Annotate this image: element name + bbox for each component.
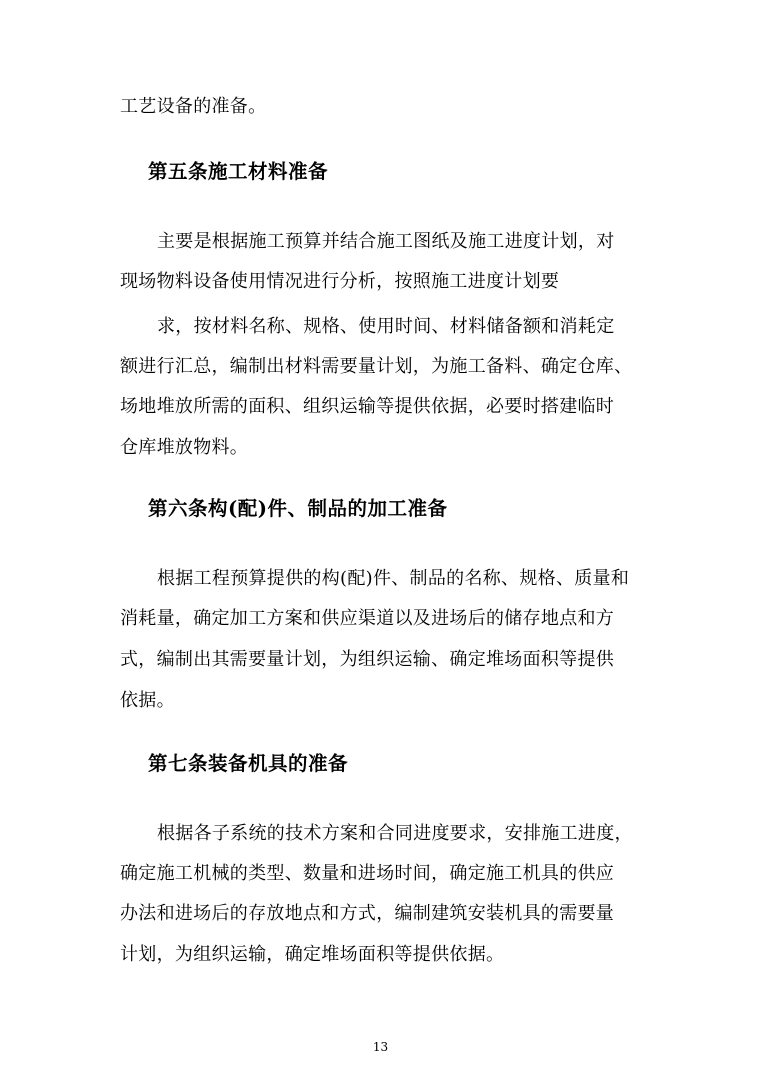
paragraph-line: 现场物料设备使用情况进行分析，按照施工进度计划要	[120, 271, 560, 292]
paragraph-line: 根据工程预算提供的构(配)件、制品的名称、规格、质量和	[157, 568, 630, 589]
paragraph-line: 计划，为组织运输，确定堆场面积等提供依据。	[120, 944, 505, 965]
paragraph-line: 式，编制出其需要量计划，为组织运输、确定堆场面积等提供	[120, 649, 615, 670]
paragraph-line: 确定施工机械的类型、数量和进场时间，确定施工机具的供应	[120, 863, 615, 884]
paragraph-line: 办法和进场后的存放地点和方式，编制建筑安装机具的需要量	[120, 903, 615, 924]
paragraph-line: 主要是根据施工预算并结合施工图纸及施工进度计划，对	[157, 231, 615, 252]
paragraph-line: 仓库堆放物料。	[120, 437, 249, 458]
section-heading-7: 第七条装备机具的准备	[148, 752, 349, 775]
paragraph-line: 工艺设备的准备。	[120, 96, 267, 117]
section-heading-6: 第六条构(配)件、制品的加工准备	[148, 497, 448, 520]
page-number: 13	[372, 1040, 389, 1054]
paragraph-line: 依据。	[120, 690, 175, 711]
section-heading-5: 第五条施工材料准备	[148, 160, 329, 183]
paragraph-line: 消耗量，确定加工方案和供应渠道以及进场后的储存地点和方	[120, 608, 615, 629]
paragraph-line: 求，按材料名称、规格、使用时间、材料储备额和消耗定	[157, 316, 615, 337]
paragraph-line: 场地堆放所需的面积、组织运输等提供依据，必要时搭建临时	[120, 396, 615, 417]
paragraph-line: 根据各子系统的技术方案和合同进度要求，安排施工进度，	[157, 823, 633, 844]
paragraph-line: 额进行汇总，编制出材料需要量计划，为施工备料、确定仓库、	[120, 356, 633, 377]
